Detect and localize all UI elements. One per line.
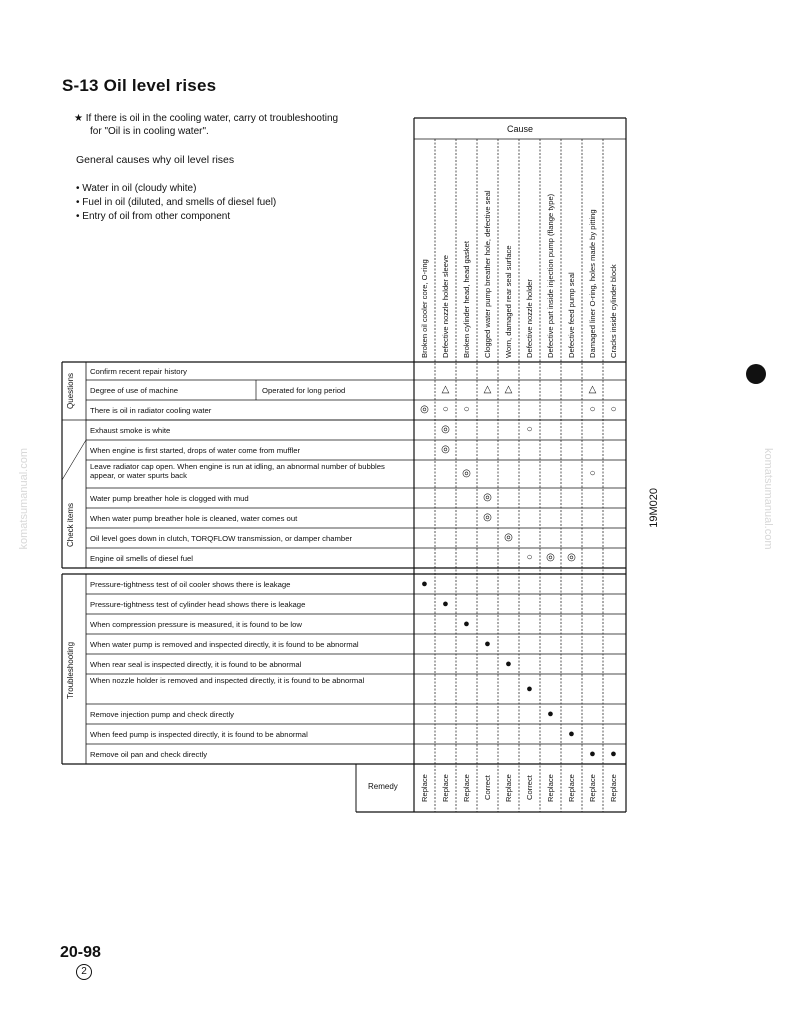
diagnosis-mark: △ bbox=[441, 384, 450, 395]
remedy-item: Correct bbox=[525, 775, 534, 801]
diagnosis-mark: ● bbox=[589, 748, 596, 760]
diagnosis-mark: ● bbox=[547, 708, 554, 720]
note-line-1: ★ If there is oil in the cooling water, carry ot troubleshooting bbox=[74, 113, 339, 124]
trouble-row-text: Remove oil pan and check directly bbox=[90, 749, 208, 759]
checks-row-text: Exhaust smoke is white bbox=[90, 425, 171, 435]
bullet-item: • Water in oil (cloudy white) bbox=[76, 182, 276, 196]
questions-row-text: There is oil in radiator cooling water bbox=[90, 405, 212, 415]
page-title: S-13 Oil level rises bbox=[62, 76, 217, 95]
diagnosis-mark: ○ bbox=[589, 468, 596, 479]
trouble-row-text: Pressure-tightness test of oil cooler shows there is leakage bbox=[90, 579, 291, 589]
note-line-2: for "Oil is in cooling water". bbox=[90, 126, 209, 137]
diagnosis-mark: ○ bbox=[463, 404, 470, 415]
checks-row-text: Engine oil smells of diesel fuel bbox=[90, 553, 193, 563]
figure-code: 19M020 bbox=[648, 488, 660, 528]
bullet-item: • Fuel in oil (diluted, and smells of diesel fuel) bbox=[76, 196, 276, 210]
checks-row-text: Leave radiator cap open. When engine is run at idling, an abnormal number of bubbles appear, or water spurts back bbox=[90, 462, 385, 480]
diagnosis-mark: ◎ bbox=[441, 424, 450, 435]
trouble-row-text: When compression pressure is measured, it is found to be low bbox=[90, 619, 302, 629]
diagnosis-mark: ● bbox=[505, 658, 512, 670]
diagnosis-mark: ○ bbox=[610, 404, 617, 415]
remedy-item: Replace bbox=[588, 774, 597, 802]
cause-label-7: Defective part inside injection pump (flange type) bbox=[546, 193, 555, 358]
trouble-row-text: When water pump is removed and inspected directly, it is found to be abnormal bbox=[90, 639, 359, 649]
diagnosis-mark: ○ bbox=[589, 404, 596, 415]
cause-label-4: Clogged water pump breather hole, defective seal bbox=[483, 190, 492, 358]
remedy-item: Replace bbox=[420, 774, 429, 802]
diagnosis-mark: ○ bbox=[442, 404, 449, 415]
grid-line bbox=[62, 440, 86, 480]
cause-label-3: Broken cylinder head, head gasket bbox=[462, 241, 471, 358]
remedy-item: Replace bbox=[504, 774, 513, 802]
page-number: 20-98 bbox=[60, 944, 101, 961]
diagnosis-mark: ● bbox=[484, 638, 491, 650]
cause-label-8: Defective feed pump seal bbox=[567, 272, 576, 358]
remedy-item: Replace bbox=[609, 774, 618, 802]
bullet-item: • Entry of oil from other component bbox=[76, 210, 276, 224]
diagnosis-mark: ◎ bbox=[483, 492, 492, 503]
checks-row-text: Water pump breather hole is clogged with mud bbox=[90, 493, 249, 503]
checks-row-text: When engine is first started, drops of water come from muffler bbox=[90, 445, 301, 455]
trouble-row-text: When nozzle holder is removed and inspected directly, it is found to be abnormal bbox=[90, 676, 365, 685]
diagnosis-mark: ◎ bbox=[567, 552, 576, 563]
checks-row-text: When water pump breather hole is cleaned, water comes out bbox=[90, 513, 298, 523]
cause-label-10: Cracks inside cylinder block bbox=[609, 264, 618, 358]
diagnosis-mark: ● bbox=[568, 728, 575, 740]
diagnosis-mark: ◎ bbox=[441, 444, 450, 455]
remedy-item: Replace bbox=[462, 774, 471, 802]
questions-row-text: Degree of use of machine bbox=[90, 385, 179, 395]
diagnosis-mark: ● bbox=[442, 598, 449, 610]
diagnosis-mark: ◎ bbox=[462, 468, 471, 479]
diagnosis-mark: △ bbox=[504, 384, 513, 395]
diagnosis-mark: ● bbox=[421, 578, 428, 590]
watermark-right: komatsumanual.com bbox=[762, 448, 774, 550]
cause-header: Cause bbox=[506, 124, 533, 134]
remedy-item: Replace bbox=[546, 774, 555, 802]
cause-label-2: Defective nozzle holder sleeve bbox=[441, 255, 450, 358]
cause-label-6: Defective nozzle holder bbox=[525, 279, 534, 358]
diagnosis-mark: ◎ bbox=[483, 512, 492, 523]
watermark-left: komatsumanual.com bbox=[18, 448, 30, 550]
cause-label-5: Worn, damaged rear seal surface bbox=[504, 245, 513, 358]
remedy-item: Replace bbox=[441, 774, 450, 802]
diagnosis-mark: ● bbox=[463, 618, 470, 630]
questions-row-subtext: Operated for long period bbox=[262, 385, 346, 395]
trouble-row-text: Remove injection pump and check directly bbox=[90, 709, 234, 719]
trouble-row-text: When rear seal is inspected directly, it is found to be abnormal bbox=[90, 659, 302, 669]
diagnosis-mark: ○ bbox=[526, 424, 533, 435]
cause-label-1: Broken oil cooler core, O-ring bbox=[420, 259, 429, 358]
group-questions: Questions bbox=[66, 372, 75, 410]
diagnosis-mark: △ bbox=[483, 384, 492, 395]
diagnosis-mark: ● bbox=[526, 683, 533, 695]
remedy-item: Replace bbox=[567, 774, 576, 802]
diagnosis-mark: ○ bbox=[526, 552, 533, 563]
questions-row-text: Confirm recent repair history bbox=[90, 366, 187, 376]
cause-label-9: Damaged liner O-ring, holes made by pitting bbox=[588, 209, 597, 358]
remedy-label: Remedy bbox=[368, 782, 398, 791]
group-check-items: Check items bbox=[66, 503, 75, 548]
diagnosis-mark: ◎ bbox=[420, 404, 429, 415]
diagnosis-mark: ● bbox=[610, 748, 617, 760]
diagnosis-mark: ◎ bbox=[546, 552, 555, 563]
checks-row-text: Oil level goes down in clutch, TORQFLOW transmission, or damper chamber bbox=[90, 533, 353, 543]
diagnosis-mark: △ bbox=[588, 384, 597, 395]
remedy-item: Correct bbox=[483, 775, 492, 801]
group-troubleshooting: Troubleshooting bbox=[66, 641, 75, 699]
revision-mark: 2 bbox=[76, 964, 92, 980]
trouble-row-text: Pressure-tightness test of cylinder head shows there is leakage bbox=[90, 599, 306, 609]
diagnosis-mark: ◎ bbox=[504, 532, 513, 543]
general-causes-heading: General causes why oil level rises bbox=[76, 154, 235, 166]
trouble-row-text: When feed pump is inspected directly, it is found to be abnormal bbox=[90, 729, 308, 739]
